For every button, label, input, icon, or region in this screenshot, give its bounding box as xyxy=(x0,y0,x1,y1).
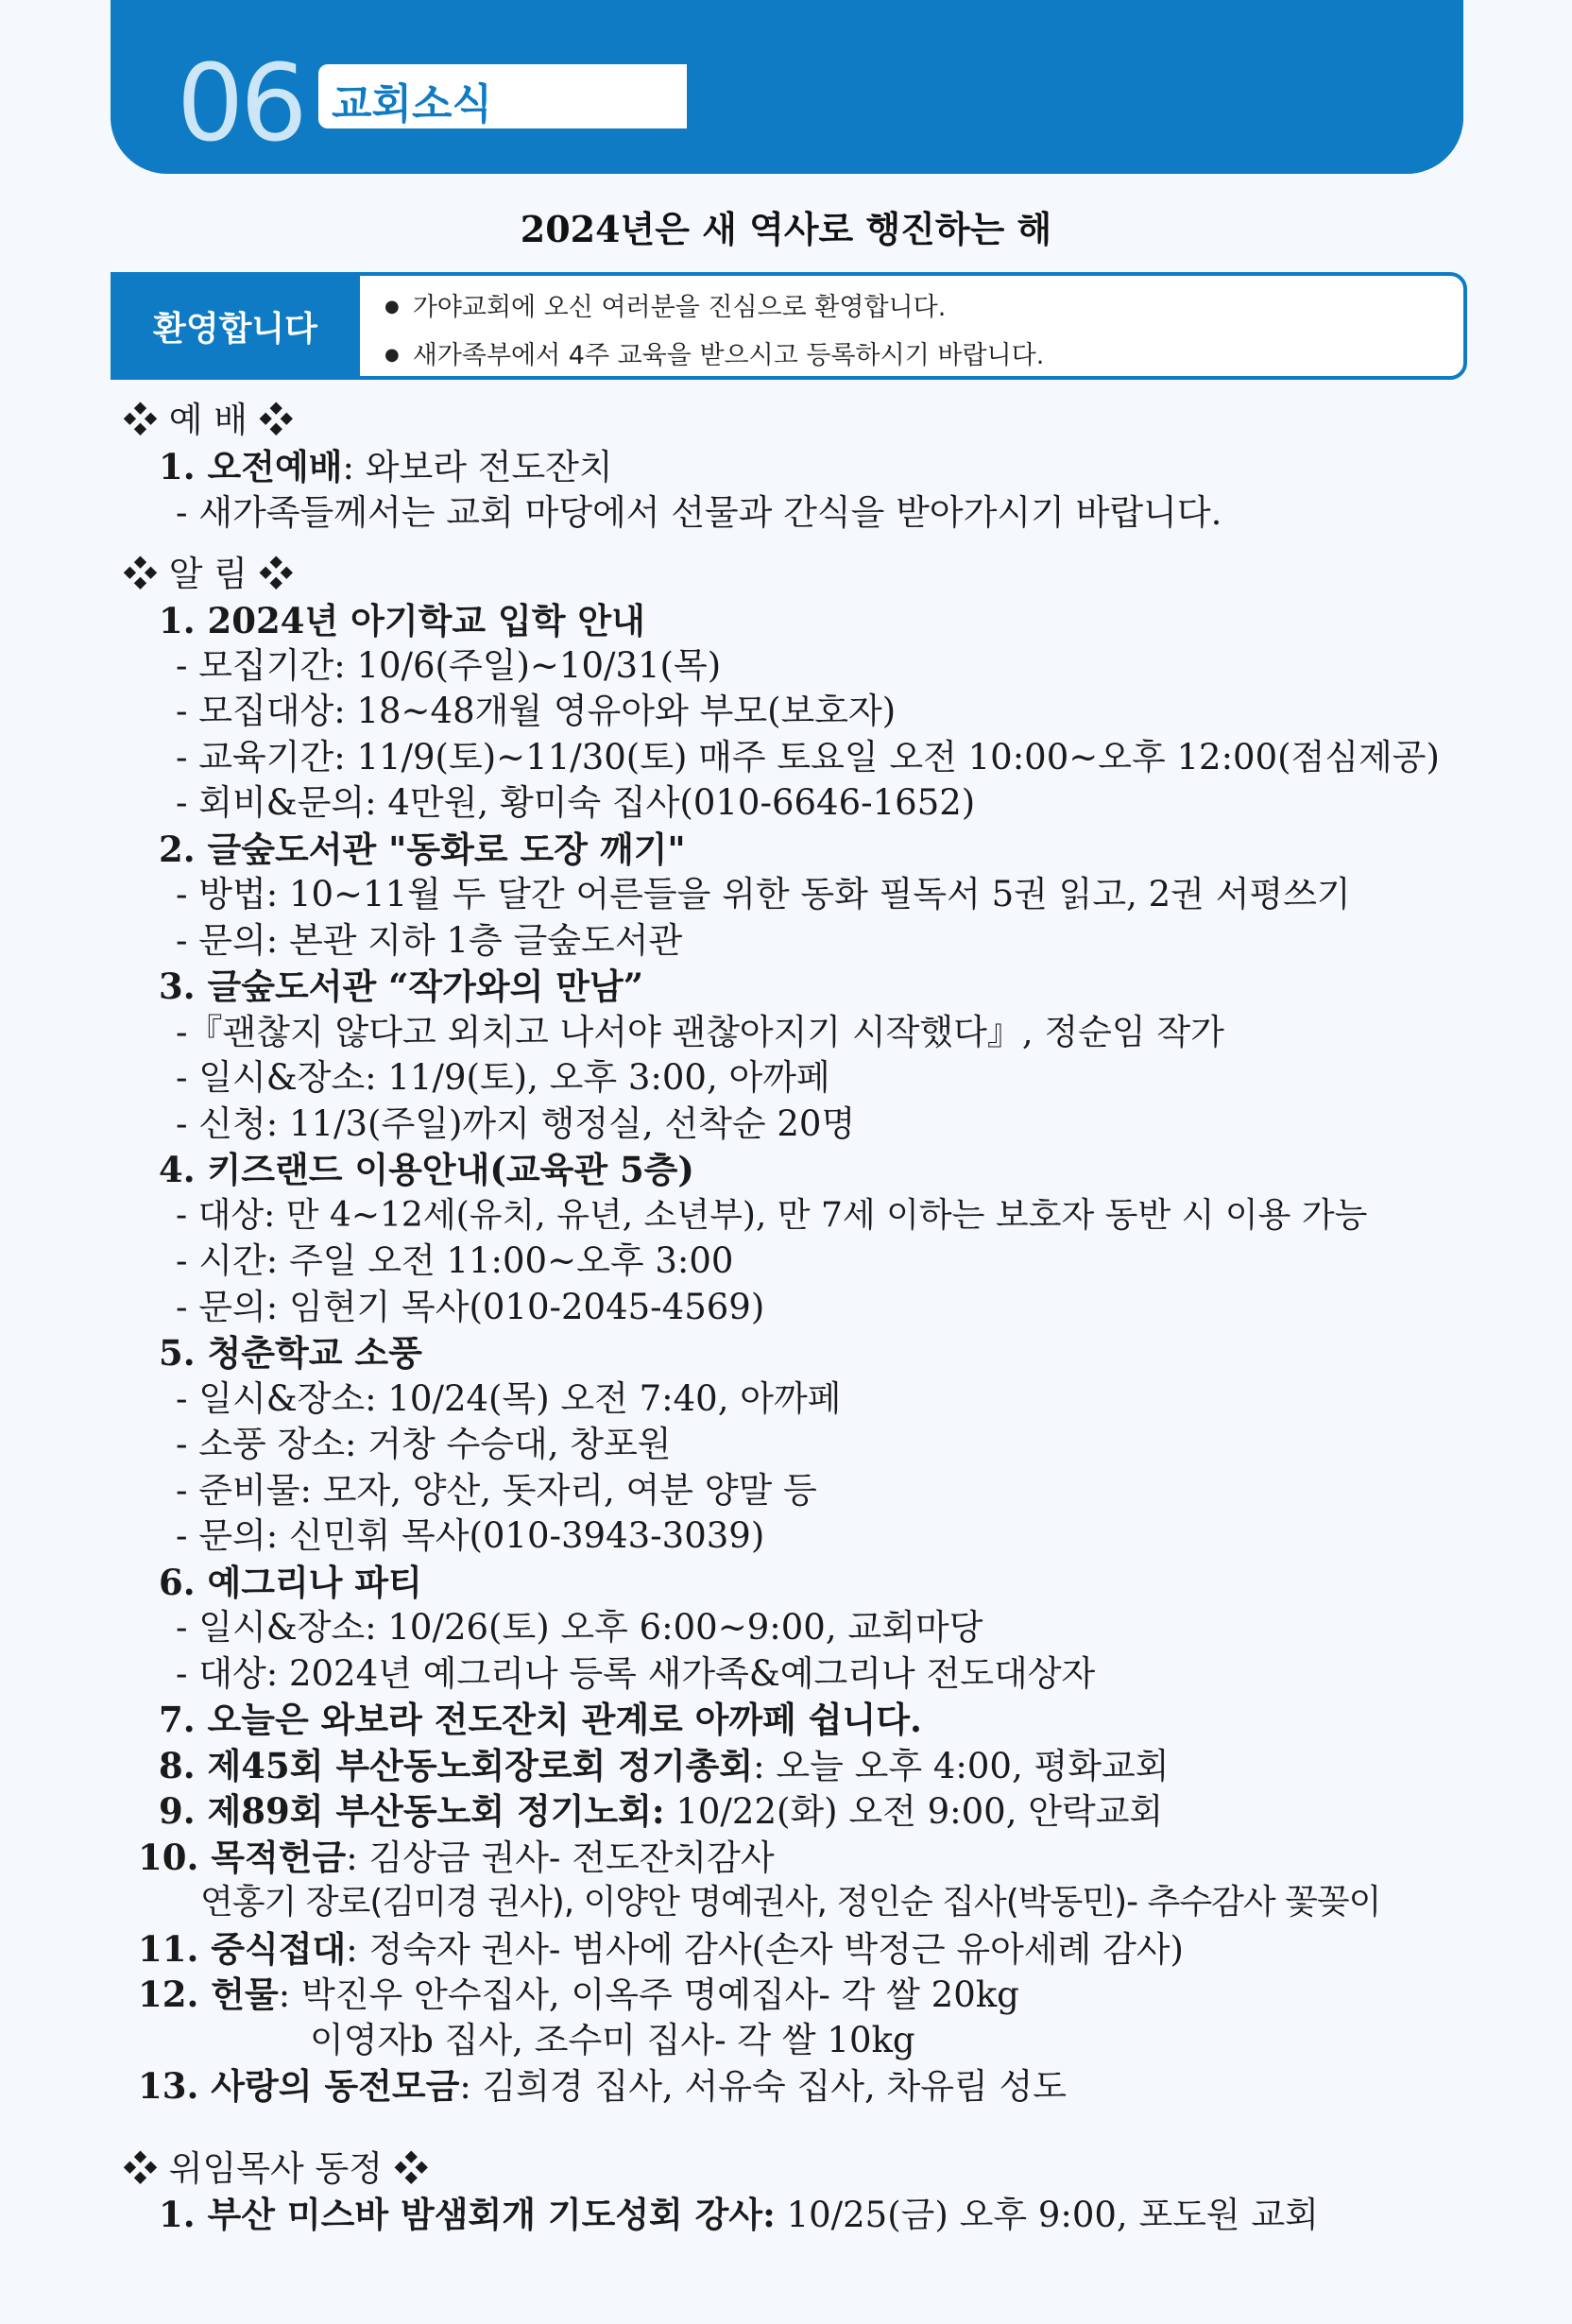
notice-3-line: - 신청: 11/3(주일)까지 행정실, 선착순 20명 xyxy=(176,1103,856,1144)
notice-10 xyxy=(138,1835,775,1881)
page-subtitle: 2024년은 새 역사로 행진하는 해 xyxy=(520,208,1052,250)
notice-9-text: 10/22(화) 오전 9:00, 안락교회 xyxy=(664,1791,1164,1832)
section-number: 06 xyxy=(177,43,304,165)
welcome-list xyxy=(384,285,1044,382)
notice-1-line: - 교육기간: 11/9(토)~11/30(토) 매주 토요일 오전 10:00~오후 12:00(점심제공) xyxy=(176,737,1440,778)
notice-5-line: - 문의: 신민휘 목사(010-3943-3039) xyxy=(176,1515,765,1556)
notice-4-line: - 시간: 주일 오전 11:00~오후 3:00 xyxy=(176,1240,734,1281)
notice-3-line: -『괜찮지 않다고 외치고 나서야 괜찮아지기 시작했다』, 정순임 작가 xyxy=(176,1012,1224,1052)
notice-5-title: 5. 청춘학교 소풍 xyxy=(159,1332,422,1374)
header-band xyxy=(588,93,1463,174)
notice-2-title: 2. 글숲도서관 "동화로 도장 깨기" xyxy=(159,829,686,870)
section-header xyxy=(111,0,1463,174)
notice-4-line: - 문의: 임현기 목사(010-2045-4569) xyxy=(176,1287,765,1327)
worship-heading: ❖ 예 배 ❖ xyxy=(123,400,294,440)
section-title: 교회소식 xyxy=(332,80,493,128)
worship-item-1-title: 1. 오전예배 xyxy=(159,446,343,487)
notice-12-title: 12. 헌물 xyxy=(138,1974,279,2015)
worship-item-1-text: : 와보라 전도잔치 xyxy=(342,447,613,487)
notice-11 xyxy=(138,1926,1184,1973)
notice-7-title: 7. 오늘은 와보라 전도잔치 관계로 아까페 쉽니다. xyxy=(159,1699,922,1740)
section-title-tag xyxy=(318,64,687,128)
notice-5-line: - 일시&장소: 10/24(목) 오전 7:40, 아까페 xyxy=(176,1378,842,1419)
pastor-item-1 xyxy=(159,2192,1319,2238)
worship-item-1 xyxy=(159,444,613,490)
notice-2-line: - 문의: 본관 지하 1층 글숲도서관 xyxy=(176,920,683,961)
pastor-heading: ❖ 위임목사 동정 ❖ xyxy=(123,2148,429,2189)
notice-11-title: 11. 중식접대 xyxy=(138,1928,347,1970)
welcome-label: 환영합니다 xyxy=(111,272,360,380)
notice-3-title: 3. 글숲도서관 “작가와의 만남” xyxy=(159,965,643,1007)
notice-10-title: 10. 목적헌금 xyxy=(138,1837,347,1878)
notice-4-title: 4. 키즈랜드 이용안내(교육관 5층) xyxy=(159,1149,694,1190)
notice-13-text: : 김희경 집사, 서유숙 집사, 차유림 성도 xyxy=(459,2066,1068,2107)
notices-heading: ❖ 알 림 ❖ xyxy=(123,554,294,594)
notice-4-line: - 대상: 만 4~12세(유치, 유년, 소년부), 만 7세 이하는 보호자 동반 시 이용 가능 xyxy=(176,1196,1368,1235)
welcome-box xyxy=(111,272,1467,380)
notice-10-text: : 김상금 권사- 전도잔치감사 xyxy=(346,1837,775,1878)
notice-13-title: 13. 사랑의 동전모금 xyxy=(138,2065,460,2107)
pastor-item-1-title: 1. 부산 미스바 밤샘회개 기도성회 강사: xyxy=(159,2194,776,2235)
notice-13 xyxy=(138,2063,1067,2110)
notice-1-line: - 모집기간: 10/6(주일)~10/31(목) xyxy=(176,645,722,686)
notice-8-title: 8. 제45회 부산동노회장로회 정기총회 xyxy=(159,1745,754,1786)
notice-6-line: - 일시&장소: 10/26(토) 오후 6:00~9:00, 교회마당 xyxy=(176,1607,983,1648)
notice-6-line: - 대상: 2024년 예그리나 등록 새가족&예그리나 전도대상자 xyxy=(176,1653,1096,1694)
notice-5-line: - 준비물: 모자, 양산, 돗자리, 여분 양말 등 xyxy=(176,1470,817,1511)
notice-5-line: - 소풍 장소: 거창 수승대, 창포원 xyxy=(176,1424,672,1464)
notice-9 xyxy=(159,1788,1163,1835)
welcome-item: ● 새가족부에서 4주 교육을 받으시고 등록하시기 바랍니다. xyxy=(384,333,1044,382)
worship-item-1-detail: - 새가족들께서는 교회 마당에서 선물과 간식을 받아가시기 바랍니다. xyxy=(176,492,1222,533)
notice-12-text: : 박진우 안수집사, 이옥주 명예집사- 각 쌀 20kg xyxy=(278,1974,1019,2015)
notice-12 xyxy=(138,1972,1019,2018)
notice-9-title: 9. 제89회 부산동노회 정기노회: xyxy=(159,1790,665,1832)
notice-8 xyxy=(159,1743,1169,1789)
notice-1-line: - 회비&문의: 4만원, 황미숙 집사(010-6646-1652) xyxy=(176,782,976,823)
notice-8-text: : 오늘 오후 4:00, 평화교회 xyxy=(753,1746,1170,1786)
pastor-item-1-text: 10/25(금) 오후 9:00, 포도원 교회 xyxy=(775,2195,1319,2235)
notice-2-line: - 방법: 10~11월 두 달간 어른들을 위한 동화 필독서 5권 읽고, 2권 서평쓰기 xyxy=(176,874,1351,914)
notice-12-line: 이영자b 집사, 조수미 집사- 각 쌀 10kg xyxy=(310,2020,915,2060)
notice-3-line: - 일시&장소: 11/9(토), 오후 3:00, 아까페 xyxy=(176,1057,830,1098)
notice-1-title: 1. 2024년 아기학교 입학 안내 xyxy=(159,600,645,641)
notice-6-title: 6. 예그리나 파티 xyxy=(159,1562,422,1603)
notice-1-line: - 모집대상: 18~48개월 영유아와 부모(보호자) xyxy=(176,691,897,731)
notice-10-line: 연홍기 장로(김미경 권사), 이양안 명예권사, 정인순 집사(박동민)- 추수감사 꽃꽂이 xyxy=(200,1883,1381,1922)
notice-11-text: : 정숙자 권사- 범사에 감사(손자 박정근 유아세례 감사) xyxy=(346,1929,1184,1970)
welcome-item: ● 가야교회에 오신 여러분을 진심으로 환영합니다. xyxy=(384,285,1044,333)
